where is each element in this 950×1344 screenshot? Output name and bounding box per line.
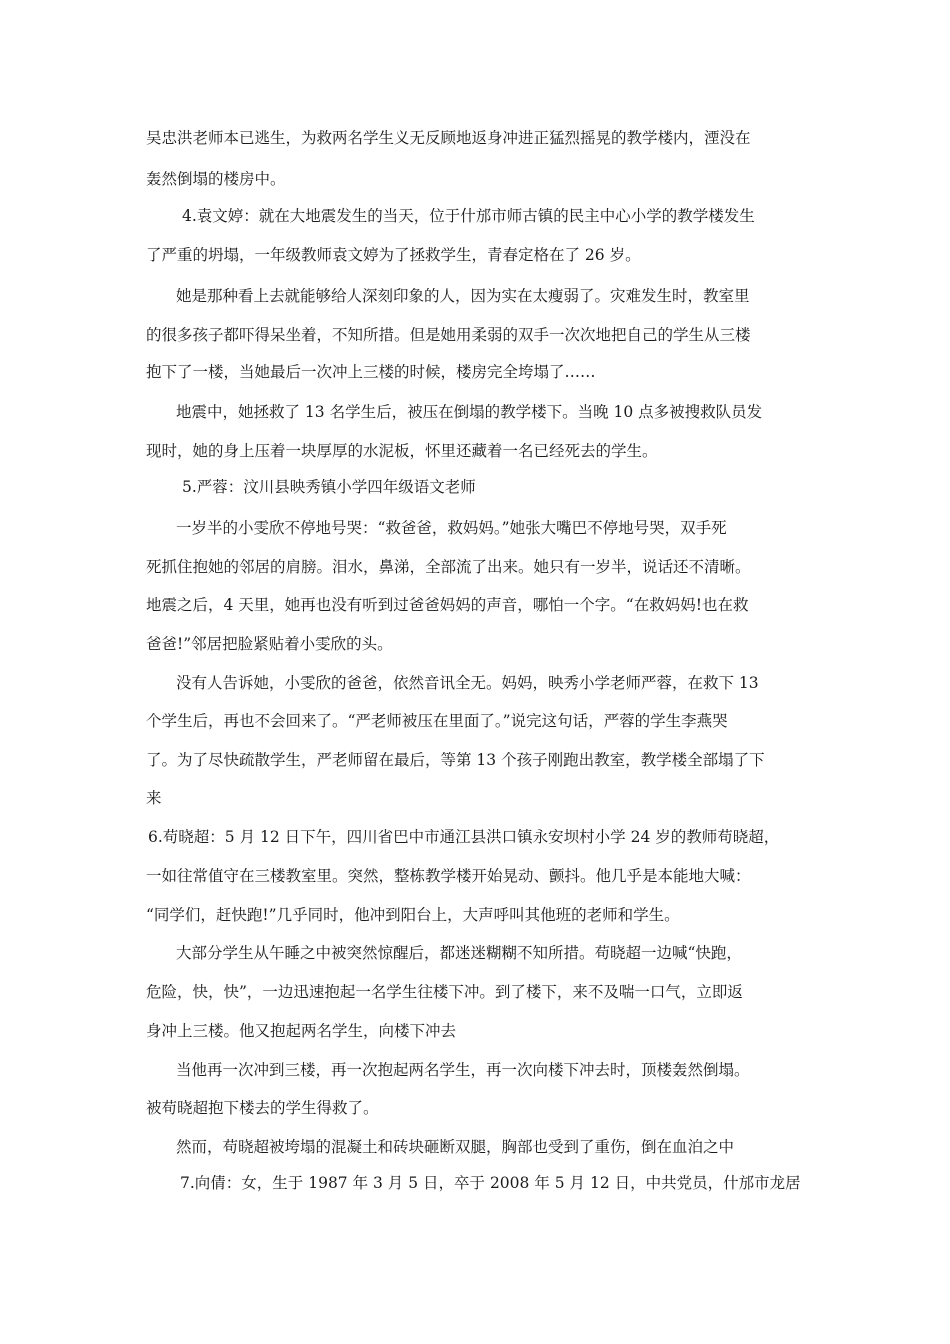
text-line: 4.袁文婷：就在大地震发生的当天，位于什邡市师古镇的民主中心小学的教学楼发生 — [182, 207, 755, 225]
text-line: 死抓住抱她的邻居的肩膀。泪水，鼻涕，全部流了出来。她只有一岁半，说话还不清晰。 — [146, 558, 751, 576]
text-line: 地震中，她拯救了 13 名学生后，被压在倒塌的教学楼下。当晚 10 点多被搜救队员发 — [176, 403, 763, 421]
text-line: 了严重的坍塌，一年级教师袁文婷为了拯救学生，青春定格在了 26 岁。 — [146, 246, 641, 264]
text-line: 6.苟晓超：5 月 12 日下午，四川省巴中市通江县洪口镇永安坝村小学 24 岁的教师苟晓超， — [148, 828, 780, 846]
text-line: 一岁半的小雯欣不停地号哭：“救爸爸，救妈妈。”她张大嘴巴不停地号哭，双手死 — [176, 519, 727, 537]
text-line: 身冲上三楼。他又抱起两名学生，向楼下冲去 — [146, 1022, 457, 1040]
text-line: 然而，苟晓超被垮塌的混凝土和砖块砸断双腿，胸部也受到了重伤，倒在血泊之中 — [176, 1138, 735, 1156]
text-line: 轰然倒塌的楼房中。 — [146, 170, 286, 188]
text-line: 的很多孩子都吓得呆坐着，不知所措。但是她用柔弱的双手一次次地把自己的学生从三楼 — [146, 326, 751, 344]
text-line: “同学们，赶快跑!”几乎同时，他冲到阳台上，大声呼叫其他班的老师和学生。 — [146, 906, 680, 924]
text-line: 了。为了尽快疏散学生，严老师留在最后，等第 13 个孩子刚跑出教室，教学楼全部塌了下 — [146, 751, 765, 769]
text-line: 当他再一次冲到三楼，再一次抱起两名学生，再一次向楼下冲去时，顶楼轰然倒塌。 — [176, 1061, 750, 1079]
text-line: 大部分学生从午睡之中被突然惊醒后，都迷迷糊糊不知所措。苟晓超一边喊“快跑， — [176, 944, 742, 962]
text-line: 被苟晓超抱下楼去的学生得救了。 — [146, 1099, 379, 1117]
text-line: 爸爸!”邻居把脸紧贴着小雯欣的头。 — [146, 635, 393, 653]
text-line: 个学生后，再也不会回来了。“严老师被压在里面了。”说完这句话，严蓉的学生李燕哭 — [146, 712, 728, 730]
text-line: 她是那种看上去就能够给人深刻印象的人，因为实在太瘦弱了。灾难发生时，教室里 — [176, 287, 750, 305]
text-line: 来 — [146, 789, 162, 807]
text-line: 抱下了一楼，当她最后一次冲上三楼的时候，楼房完全垮塌了…… — [146, 363, 596, 381]
text-line: 一如往常值守在三楼教室里。突然，整栋教学楼开始晃动、颤抖。他几乎是本能地大喊： — [146, 867, 751, 885]
text-line: 现时，她的身上压着一块厚厚的水泥板，怀里还藏着一名已经死去的学生。 — [146, 442, 658, 460]
text-line: 吴忠洪老师本已逃生，为救两名学生义无反顾地返身冲进正猛烈摇晃的教学楼内，湮没在 — [146, 129, 751, 147]
text-line: 没有人告诉她，小雯欣的爸爸，依然音讯全无。妈妈，映秀小学老师严蓉，在救下 13 — [176, 674, 759, 692]
text-line: 地震之后，4 天里，她再也没有听到过爸爸妈妈的声音，哪怕一个字。“在救妈妈!也在救 — [146, 596, 749, 614]
text-line: 7.向倩：女，生于 1987 年 3 月 5 日，卒于 2008 年 5 月 12 日，中共党员，什邡市龙居 — [180, 1174, 801, 1192]
text-line: 5.严蓉：汶川县映秀镇小学四年级语文老师 — [182, 478, 476, 496]
text-line: 危险，快，快”，一边迅速抱起一名学生往楼下冲。到了楼下，来不及喘一口气，立即返 — [146, 983, 743, 1001]
